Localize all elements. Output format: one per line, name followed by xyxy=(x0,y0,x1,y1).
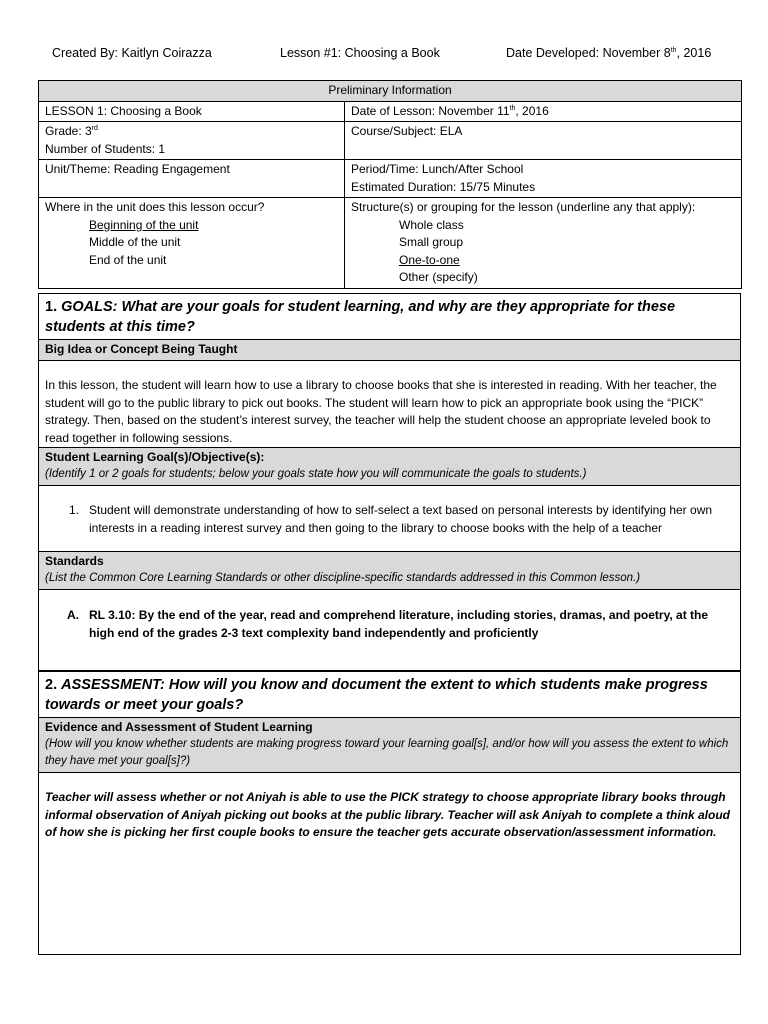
date-of-lesson-suffix: th xyxy=(509,104,516,112)
objectives-note: (Identify 1 or 2 goals for students; below your goals state how you will communicate the goals to students.) xyxy=(45,468,587,480)
standard-item xyxy=(45,607,734,642)
period-time: Period/Time: Lunch/After School xyxy=(351,162,524,176)
preliminary-information-table xyxy=(38,80,742,289)
standard-marker: A. xyxy=(67,608,79,622)
big-idea-header xyxy=(39,339,740,360)
big-idea-body: In this lesson, the student will learn how to use a library to choose books that she is interested in reading. With her teacher, the student will go to the public library to pick out books. The student will learn how to pick an appropriate book using the “PICK” strategy. Then, based on the student’s interest survey, the teacher will help the student choose an appropriate leveled book to read together in following sessions. xyxy=(39,360,740,447)
assessment-section xyxy=(38,671,741,955)
goals-heading xyxy=(39,294,740,339)
structure-one-to-one: One-to-one xyxy=(399,252,460,267)
grade-cell xyxy=(39,122,345,160)
goals-number: 1. xyxy=(45,299,58,315)
lesson-title: Lesson #1: Choosing a Book xyxy=(280,46,440,60)
unit-position-cell xyxy=(39,198,345,289)
created-by: Created By: Kaitlyn Coirazza xyxy=(52,46,212,60)
assessment-heading-text: ASSESSMENT: How will you know and document the extent to which students make progress towards or meet your goals? xyxy=(45,677,708,713)
estimated-duration: Estimated Duration: 15/75 Minutes xyxy=(351,179,536,194)
unit-cell: Unit/Theme: Reading Engagement xyxy=(39,160,345,198)
number-of-students: Number of Students: 1 xyxy=(45,141,166,156)
date-of-lesson-text: Date of Lesson: November 11 xyxy=(351,103,510,118)
structure-whole-class: Whole class xyxy=(399,217,464,232)
date-of-lesson-year: , 2016 xyxy=(515,103,549,118)
objectives-body xyxy=(39,485,740,551)
unit-position-end: End of the unit xyxy=(89,252,167,267)
objective-text: Student will demonstrate understanding of how to self-select a text based on personal interests by identifying her own interests in a reading interest survey and then going to the library to choose books with the help of a teacher xyxy=(89,503,713,535)
goals-heading-text: GOALS: What are your goals for student learning, and why are they appropriate for these students at this time? xyxy=(45,299,676,335)
structure-other: Other (specify) xyxy=(399,270,478,284)
standards-body xyxy=(39,589,740,650)
standards-note: (List the Common Core Learning Standards or other discipline-specific standards addressed in this Common lesson.) xyxy=(45,572,641,584)
unit-position-question: Where in the unit does this lesson occur? xyxy=(45,200,265,214)
objective-marker: 1. xyxy=(68,503,79,517)
standard-text: RL 3.10: By the end of the year, read and comprehend literature, including stories, dramas, and poetry, at the high end of the grades 2-3 text complexity band independently and proficiently xyxy=(89,608,709,640)
document-header xyxy=(52,46,742,64)
date-developed xyxy=(506,46,711,60)
objectives-label: Student Learning Goal(s)/Objective(s): xyxy=(45,450,265,464)
standards-label: Standards xyxy=(45,554,104,568)
preliminary-title: Preliminary Information xyxy=(39,81,742,102)
standards-header xyxy=(39,551,740,589)
evidence-note: (How will you know whether students are making progress toward your learning goal[s], and/or how will you assess the extent to which they have met your goal[s]?) xyxy=(45,738,729,767)
structure-small-group: Small group xyxy=(399,235,464,249)
date-developed-suffix: th xyxy=(670,46,677,54)
big-idea-label: Big Idea or Concept Being Taught xyxy=(45,342,238,356)
assessment-heading xyxy=(39,672,740,717)
structure-cell xyxy=(345,198,742,289)
lesson-cell: LESSON 1: Choosing a Book xyxy=(39,101,345,122)
date-developed-year: , 2016 xyxy=(676,46,712,60)
grade-suffix: rd xyxy=(91,125,98,132)
goals-section xyxy=(38,293,741,671)
grade-text: Grade: 3 xyxy=(45,124,92,138)
evidence-header xyxy=(39,717,740,772)
objectives-header xyxy=(39,447,740,485)
period-cell xyxy=(345,160,742,198)
objective-item xyxy=(45,502,734,537)
unit-position-beginning: Beginning of the unit xyxy=(89,217,199,232)
evidence-label: Evidence and Assessment of Student Learning xyxy=(45,720,313,734)
date-developed-text: Date Developed: November 8 xyxy=(506,46,671,60)
assessment-number: 2. xyxy=(45,677,58,693)
course-cell: Course/Subject: ELA xyxy=(345,122,742,160)
date-of-lesson-cell xyxy=(345,101,742,122)
structure-question: Structure(s) or grouping for the lesson (underline any that apply): xyxy=(351,200,696,214)
unit-position-middle: Middle of the unit xyxy=(89,235,181,249)
evidence-body: Teacher will assess whether or not Aniyah is able to use the PICK strategy to choose appropriate library books through informal observation of Aniyah picking out books at the public library. Teacher will ask Aniyah to complete a think aloud of how she is picking her first couple books to ensure the teacher gets accurate observation/assessment information. xyxy=(39,772,740,850)
